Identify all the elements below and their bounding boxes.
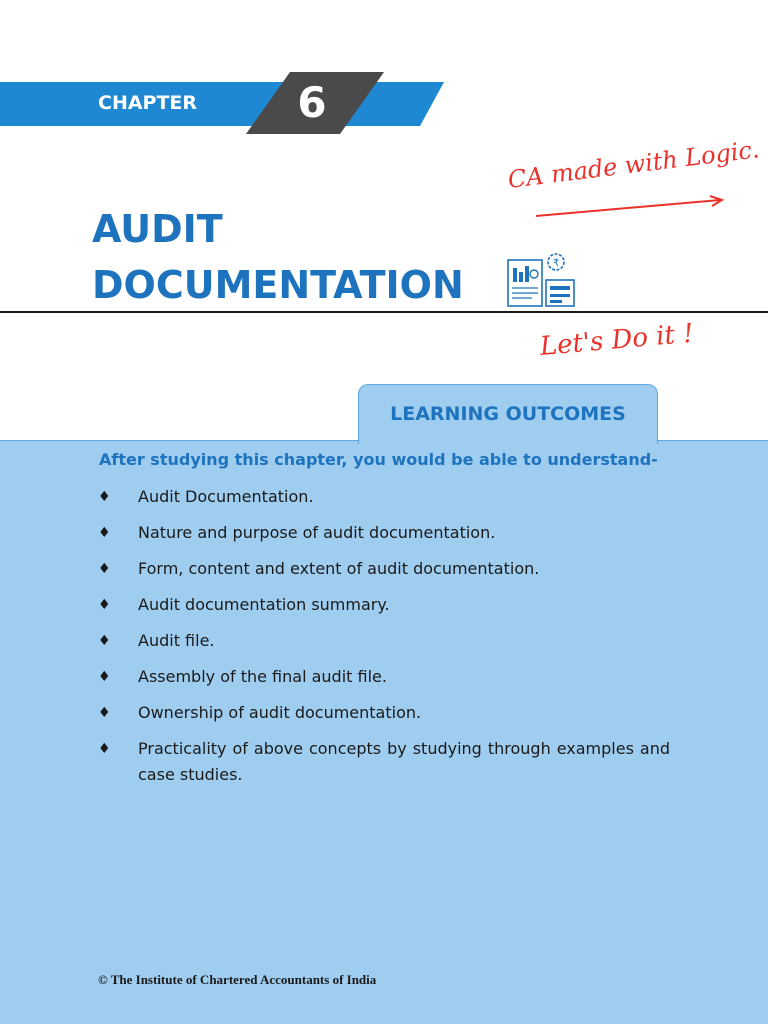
chapter-number: 6	[297, 78, 327, 127]
learning-outcomes-list	[98, 484, 670, 798]
list-item: ♦ Practicality of above concepts by studying through examples and case studies.	[98, 736, 670, 788]
handwritten-note: CA made with Logic.	[506, 135, 761, 194]
diamond-bullet-icon: ♦	[98, 741, 111, 757]
banner-blue-band	[0, 82, 444, 126]
list-item: ♦ Audit Documentation.	[98, 484, 670, 510]
list-item: ♦ Audit documentation summary.	[98, 592, 670, 618]
diamond-bullet-icon: ♦	[98, 525, 111, 541]
list-item: ♦ Nature and purpose of audit documentation.	[98, 520, 670, 546]
svg-text:₹: ₹	[552, 258, 560, 269]
chapter-banner	[0, 72, 450, 134]
chapter-label: CHAPTER	[98, 92, 198, 114]
diamond-bullet-icon: ♦	[98, 669, 111, 685]
chapter-title-line-2: DOCUMENTATION	[92, 263, 464, 307]
copyright-footer: © The Institute of Chartered Accountants of India	[98, 972, 377, 987]
learning-outcomes-heading: LEARNING OUTCOMES	[390, 403, 626, 425]
list-item: ♦ Ownership of audit documentation.	[98, 700, 670, 726]
chapter-title-line-1: AUDIT	[92, 207, 223, 251]
learning-outcomes-intro: After studying this chapter, you would be able to understand-	[99, 450, 658, 469]
title-divider	[0, 311, 768, 313]
diamond-bullet-icon: ♦	[98, 633, 111, 649]
diamond-bullet-icon: ♦	[98, 597, 111, 613]
diamond-bullet-icon: ♦	[98, 561, 111, 577]
document-report-icon	[504, 250, 578, 310]
list-item: ♦ Assembly of the final audit file.	[98, 664, 670, 690]
list-item: ♦ Form, content and extent of audit documentation.	[98, 556, 670, 582]
learning-outcomes-tab	[358, 384, 658, 444]
handwritten-note: Let's Do it !	[538, 318, 695, 362]
diamond-bullet-icon: ♦	[98, 705, 111, 721]
list-item: ♦ Audit file.	[98, 628, 670, 654]
diamond-bullet-icon: ♦	[98, 489, 111, 505]
handwritten-underline-arrow	[534, 194, 730, 220]
